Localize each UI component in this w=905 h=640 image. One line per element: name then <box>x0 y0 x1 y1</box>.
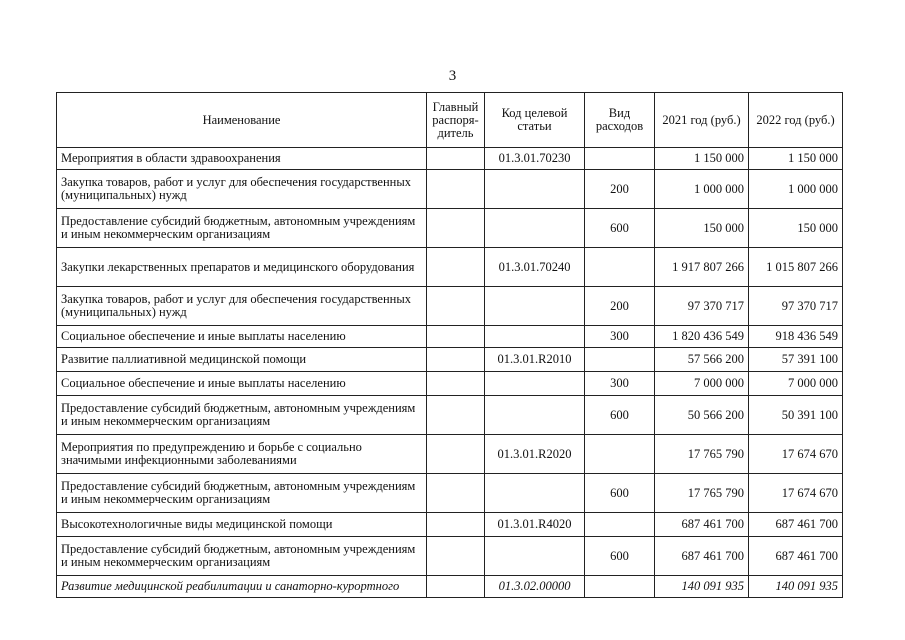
cell-vid: 600 <box>585 474 655 513</box>
cell-vid: 600 <box>585 209 655 248</box>
cell-code: 01.3.01.70240 <box>485 248 585 287</box>
cell-name: Социальное обеспечение и иные выплаты населению <box>57 372 427 396</box>
cell-2021: 1 820 436 549 <box>655 326 749 348</box>
cell-code: 01.3.01.R2010 <box>485 348 585 372</box>
table-row <box>57 372 843 396</box>
table-row <box>57 326 843 348</box>
cell-vid <box>585 576 655 598</box>
cell-2022: 1 015 807 266 <box>749 248 843 287</box>
cell-2021: 17 765 790 <box>655 474 749 513</box>
cell-vid: 300 <box>585 372 655 396</box>
cell-code <box>485 326 585 348</box>
cell-manager <box>427 170 485 209</box>
cell-manager <box>427 248 485 287</box>
cell-code <box>485 209 585 248</box>
cell-vid: 300 <box>585 326 655 348</box>
table-row <box>57 287 843 326</box>
cell-2021: 687 461 700 <box>655 513 749 537</box>
cell-name: Предоставление субсидий бюджетным, автономным учреждениям и иным некоммерческим организациям <box>57 209 427 248</box>
cell-manager <box>427 396 485 435</box>
cell-vid: 200 <box>585 170 655 209</box>
cell-manager <box>427 435 485 474</box>
cell-manager <box>427 576 485 598</box>
cell-name: Развитие медицинской реабилитации и санаторно-курортного <box>57 576 427 598</box>
cell-code <box>485 537 585 576</box>
table-header-row <box>57 93 843 148</box>
cell-2021: 150 000 <box>655 209 749 248</box>
cell-name: Мероприятия по предупреждению и борьбе с социально значимыми инфекционными заболеваниями <box>57 435 427 474</box>
cell-2021: 7 000 000 <box>655 372 749 396</box>
table-row <box>57 513 843 537</box>
cell-code: 01.3.01.R4020 <box>485 513 585 537</box>
header-name: Наименование <box>57 93 427 148</box>
cell-2022: 17 674 670 <box>749 435 843 474</box>
cell-2021: 687 461 700 <box>655 537 749 576</box>
cell-2022: 150 000 <box>749 209 843 248</box>
cell-vid <box>585 513 655 537</box>
cell-vid <box>585 435 655 474</box>
table-row <box>57 474 843 513</box>
cell-2021: 50 566 200 <box>655 396 749 435</box>
cell-code <box>485 396 585 435</box>
cell-name: Мероприятия в области здравоохранения <box>57 148 427 170</box>
budget-table <box>56 92 843 598</box>
table-row <box>57 170 843 209</box>
cell-name: Закупка товаров, работ и услуг для обеспечения государственных (муниципальных) нужд <box>57 170 427 209</box>
cell-2022: 57 391 100 <box>749 348 843 372</box>
cell-name: Предоставление субсидий бюджетным, автономным учреждениям и иным некоммерческим организациям <box>57 396 427 435</box>
cell-manager <box>427 372 485 396</box>
cell-2022: 140 091 935 <box>749 576 843 598</box>
cell-manager <box>427 287 485 326</box>
header-2021: 2021 год (руб.) <box>655 93 749 148</box>
cell-vid: 600 <box>585 537 655 576</box>
cell-2022: 17 674 670 <box>749 474 843 513</box>
cell-manager <box>427 474 485 513</box>
cell-name: Закупки лекарственных препаратов и медицинского оборудования <box>57 248 427 287</box>
cell-name: Развитие паллиативной медицинской помощи <box>57 348 427 372</box>
cell-code <box>485 474 585 513</box>
cell-name: Предоставление субсидий бюджетным, автономным учреждениям и иным некоммерческим организациям <box>57 474 427 513</box>
table-row <box>57 537 843 576</box>
cell-2022: 687 461 700 <box>749 537 843 576</box>
table-row <box>57 148 843 170</box>
cell-code <box>485 372 585 396</box>
cell-2021: 97 370 717 <box>655 287 749 326</box>
cell-code: 01.3.02.00000 <box>485 576 585 598</box>
cell-name: Высокотехнологичные виды медицинской помощи <box>57 513 427 537</box>
header-manager: Главный распоря-дитель <box>427 93 485 148</box>
cell-code <box>485 170 585 209</box>
cell-vid <box>585 148 655 170</box>
page-number: 3 <box>448 68 457 84</box>
cell-vid: 200 <box>585 287 655 326</box>
cell-2022: 1 150 000 <box>749 148 843 170</box>
table-row <box>57 348 843 372</box>
header-vid: Вид расходов <box>585 93 655 148</box>
cell-manager <box>427 148 485 170</box>
cell-2022: 918 436 549 <box>749 326 843 348</box>
cell-2022: 1 000 000 <box>749 170 843 209</box>
cell-code <box>485 287 585 326</box>
cell-2021: 140 091 935 <box>655 576 749 598</box>
cell-2021: 1 000 000 <box>655 170 749 209</box>
cell-2021: 1 917 807 266 <box>655 248 749 287</box>
cell-2022: 687 461 700 <box>749 513 843 537</box>
cell-code: 01.3.01.70230 <box>485 148 585 170</box>
table-row <box>57 209 843 248</box>
table-row <box>57 248 843 287</box>
table-row <box>57 576 843 598</box>
cell-name: Социальное обеспечение и иные выплаты населению <box>57 326 427 348</box>
cell-2021: 1 150 000 <box>655 148 749 170</box>
cell-manager <box>427 209 485 248</box>
cell-2021: 57 566 200 <box>655 348 749 372</box>
header-2022: 2022 год (руб.) <box>749 93 843 148</box>
cell-name: Предоставление субсидий бюджетным, автономным учреждениям и иным некоммерческим организациям <box>57 537 427 576</box>
cell-manager <box>427 513 485 537</box>
cell-manager <box>427 537 485 576</box>
cell-vid <box>585 248 655 287</box>
cell-2022: 7 000 000 <box>749 372 843 396</box>
cell-2022: 97 370 717 <box>749 287 843 326</box>
table-row <box>57 396 843 435</box>
cell-name: Закупка товаров, работ и услуг для обеспечения государственных (муниципальных) нужд <box>57 287 427 326</box>
cell-code: 01.3.01.R2020 <box>485 435 585 474</box>
table-body <box>57 148 843 598</box>
table-row <box>57 435 843 474</box>
cell-vid: 600 <box>585 396 655 435</box>
cell-manager <box>427 326 485 348</box>
cell-vid <box>585 348 655 372</box>
cell-2022: 50 391 100 <box>749 396 843 435</box>
cell-2021: 17 765 790 <box>655 435 749 474</box>
header-code: Код целевой статьи <box>485 93 585 148</box>
cell-manager <box>427 348 485 372</box>
